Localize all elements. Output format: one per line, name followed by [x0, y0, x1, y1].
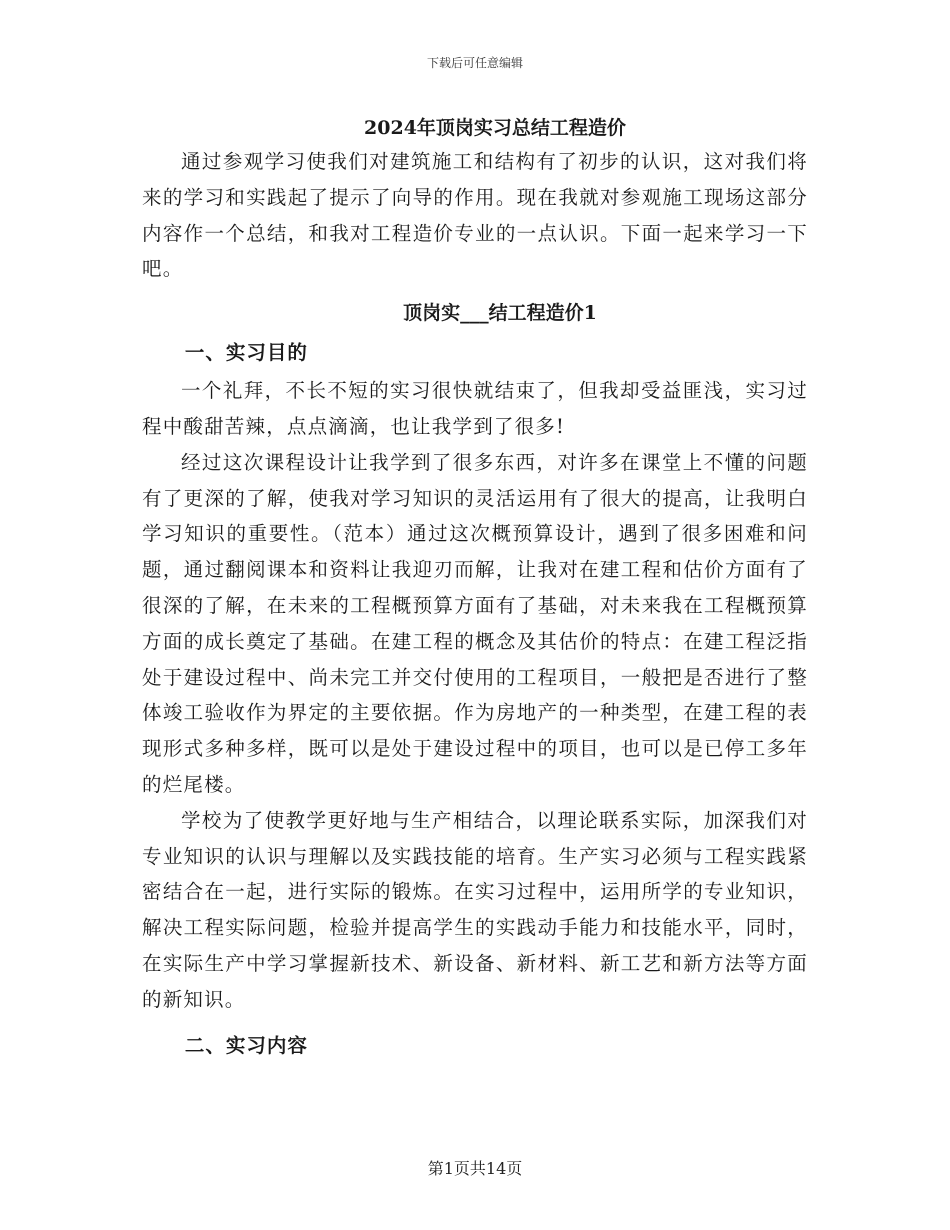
header-note: 下载后可任意编辑 — [426, 56, 523, 70]
document-subtitle: 顶岗实___结工程造价1 — [403, 302, 597, 325]
purpose-paragraph-2: 经过这次课程设计让我学到了很多东西，对许多在课堂上不懂的问题有了更深的了解，使我对学习知识的灵活运用有了很大的提高，让我明白学习知识的重要性。（范本）通过这次概预算设计，遇到了很多困难和问题，通过翻阅课本和资料让我迎刃而解，让我对在建工程和估价方面有了很深的了解，在未来的工程概预算方面有了基础，对未来我在工程概预算方面的成长奠定了基础。在建工程的概念及其估价的特点：在建工程泛指处于建设过程中、尚未完工并交付使用的工程项目，一般把是否进行了整体竣工验收作为界定的主要依据。作为房地产的一种类型，在建工程的表现形式多种多样，既可以是处于建设过程中的项目，也可以是已停工多年的烂尾楼。 — [142, 450, 808, 796]
page-number-footer: 第1页共14页 — [427, 1159, 523, 1178]
document-title: 2024年顶岗实习总结工程造价 — [364, 117, 626, 139]
section-heading-content: 二、实习内容 — [184, 1033, 308, 1057]
purpose-paragraph-3: 学校为了使教学更好地与生产相结合，以理论联系实际，加深我们对专业知识的认识与理解以及实践技能的培育。生产实习必须与工程实践紧密结合在一起，进行实际的锻炼。在实习过程中，运用所学的专业知识，解决工程实际问题，检验并提高学生的实践动手能力和技能水平，同时，在实际生产中学习掌握新技术、新设备、新材料、新工艺和新方法等方面的新知识。 — [142, 808, 808, 1011]
purpose-paragraph-1: 一个礼拜，不长不短的实习很快就结束了，但我却受益匪浅，实习过程中酸甜苦辣，点点滴滴，也让我学到了很多! — [142, 379, 808, 438]
document-body — [142, 112, 808, 1066]
section-heading-purpose: 一、实习目的 — [184, 341, 308, 365]
intro-paragraph: 通过参观学习使我们对建筑施工和结构有了初步的认识，这对我们将来的学习和实践起了提示了向导的作用。现在我就对参观施工现场这部分内容作一个总结，和我对工程造价专业的一点认识。下面一起来学习一下吧。 — [142, 150, 808, 281]
